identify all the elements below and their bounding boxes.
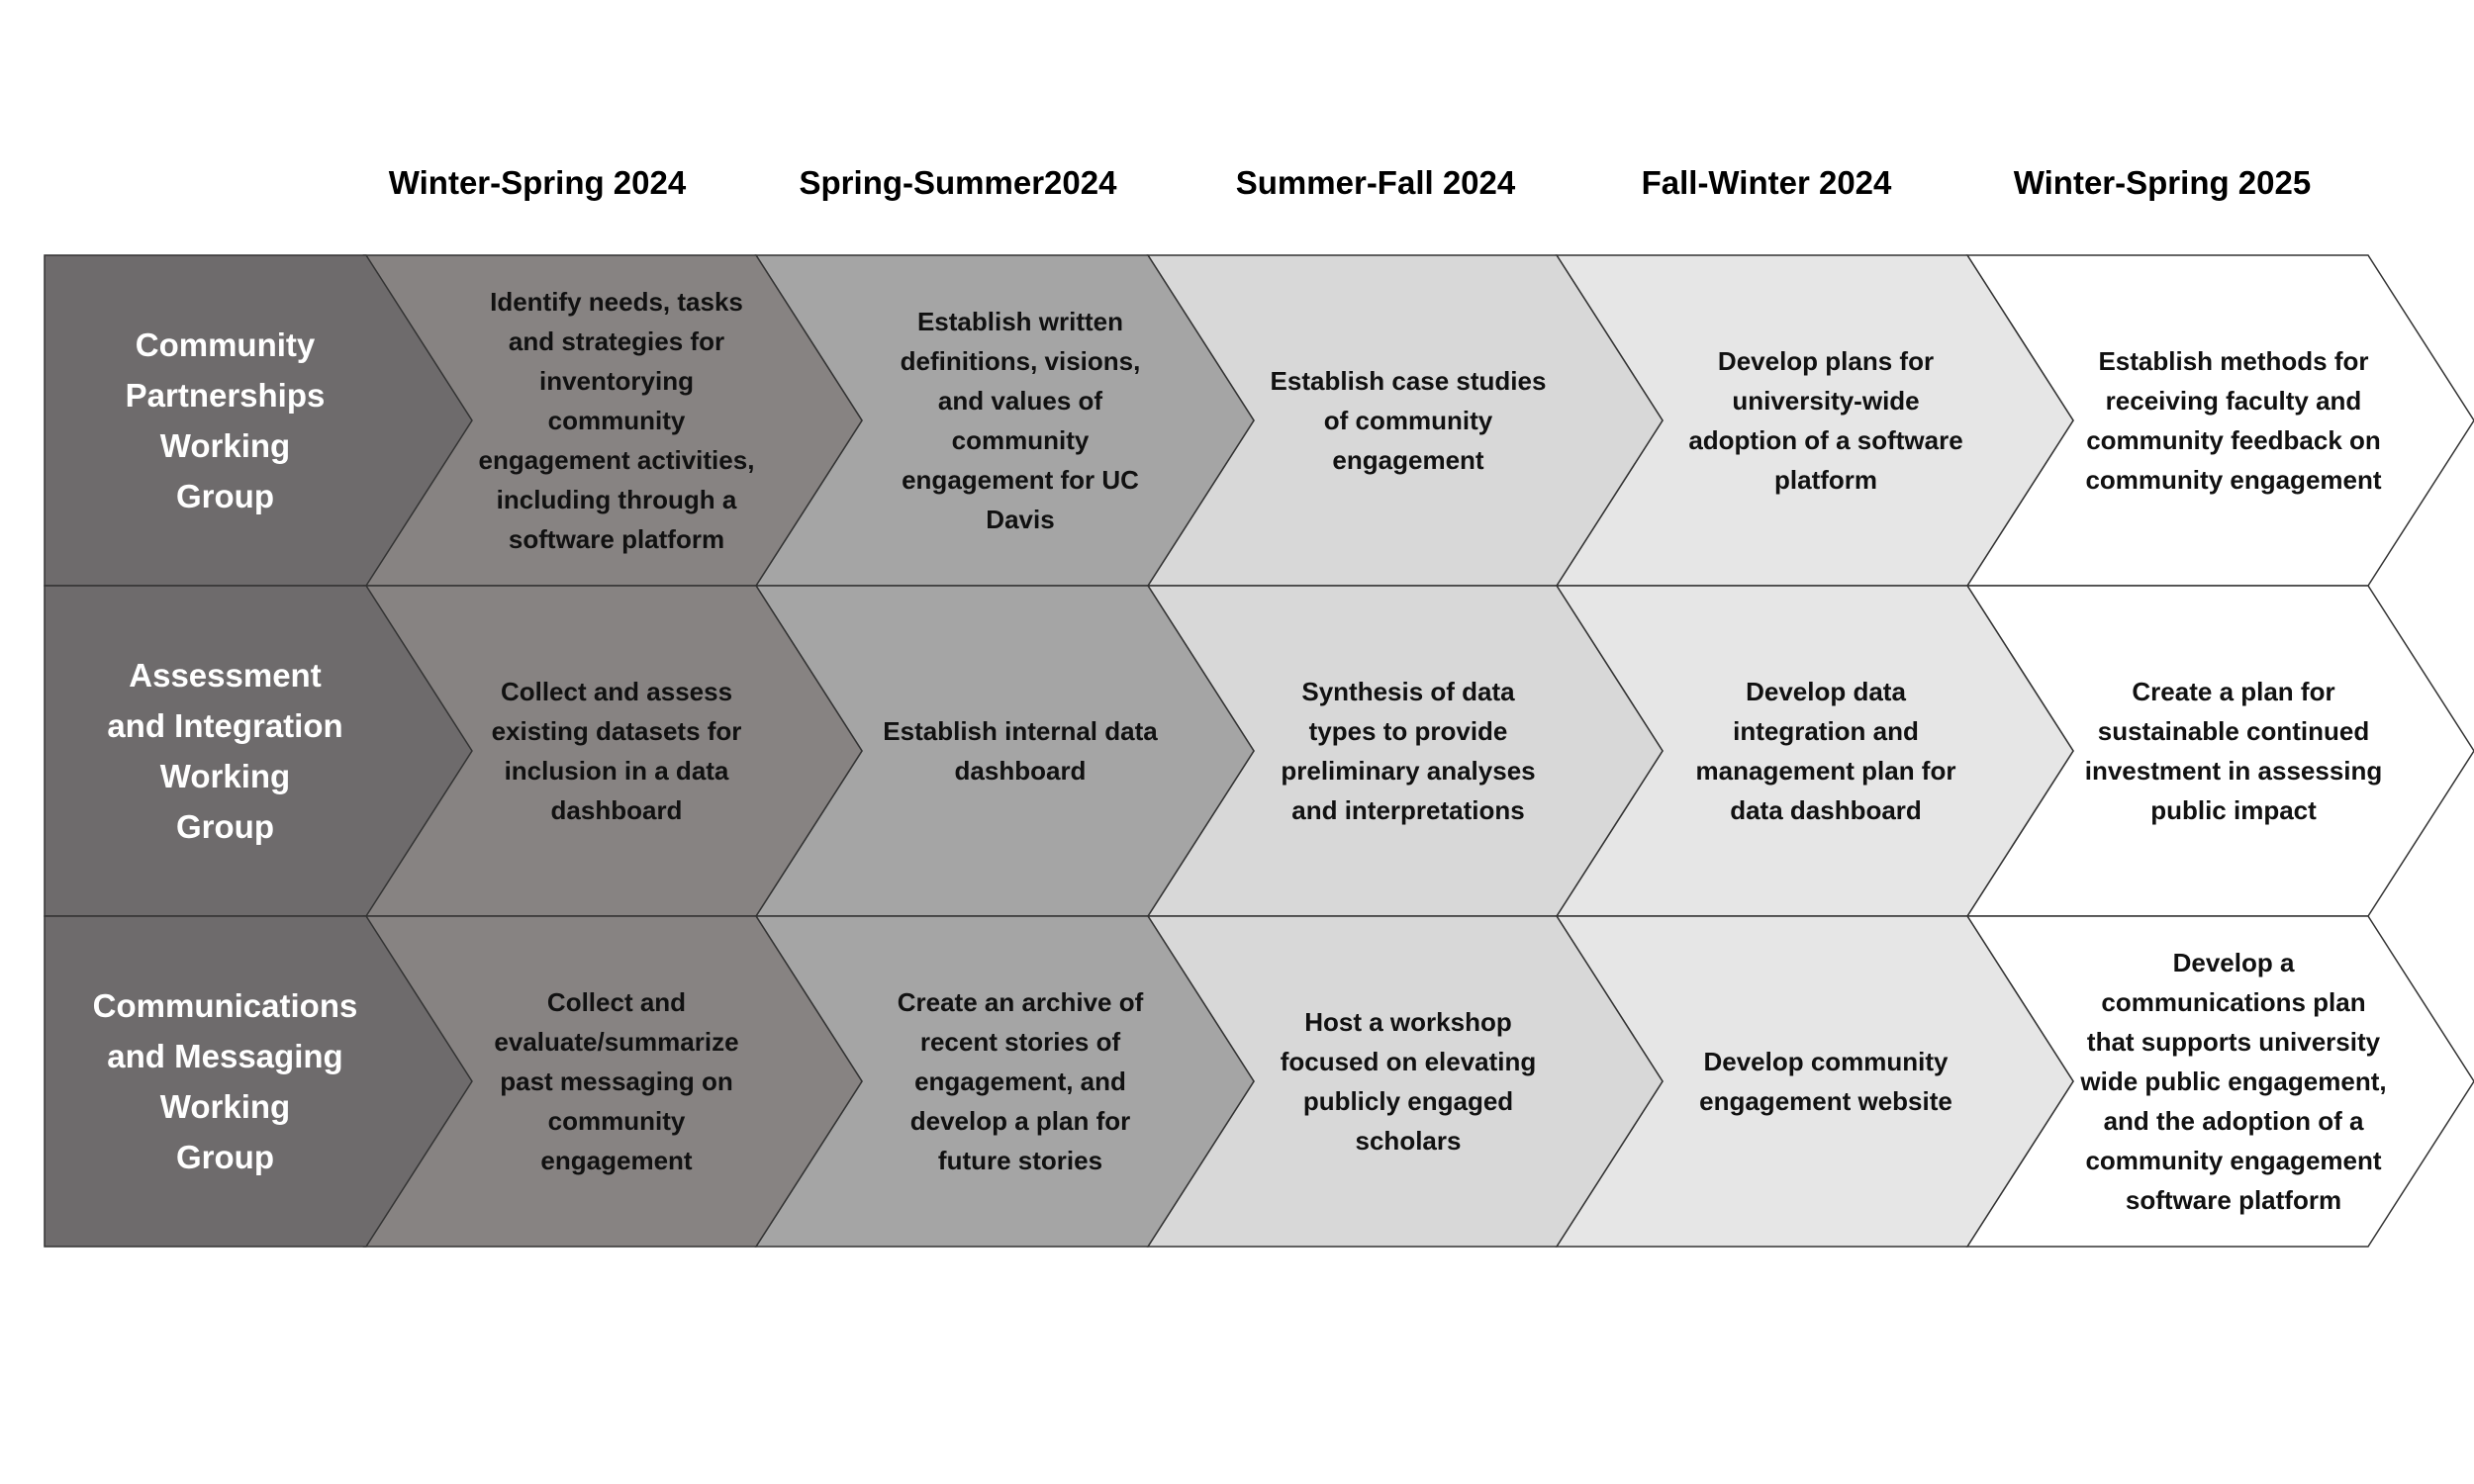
period-header-1: Winter-Spring 2024 — [388, 164, 687, 201]
task-text: Establish methods for receiving faculty and community feedback on community engagement — [2085, 346, 2382, 495]
task-text: Collect and assess existing datasets for inclusion in a data dashboard — [491, 677, 742, 825]
task-text: Develop a communications plan that supports university wide public engagement, and the adoption of a community engagement software platform — [2080, 948, 2387, 1215]
group-label — [45, 255, 406, 586]
task-text: Establish internal data dashboard — [883, 716, 1158, 786]
period-header-2: Spring-Summer2024 — [799, 164, 1117, 201]
task-text: Synthesis of data types to provide preliminary analyses and interpretations — [1281, 677, 1536, 825]
task-text: Create a plan for sustainable continued investment in assessing public impact — [2084, 677, 2383, 825]
task-text: Develop data integration and management plan for data dashboard — [1695, 677, 1956, 825]
task-text: Collect and evaluate/summarize past messaging on community engagement — [494, 987, 739, 1175]
task-text: Host a workshop focused on elevating publicly engaged scholars — [1280, 1007, 1537, 1156]
group-label-text: Communications and Messaging Working Group — [92, 987, 358, 1175]
task-text: Develop community engagement website — [1699, 1047, 1952, 1116]
task-text: Develop plans for university-wide adoption of a software platform — [1688, 346, 1963, 495]
group-label-text: Community Partnerships Working Group — [125, 326, 326, 514]
task-text: Identify needs, tasks and strategies for inventorying community engagement activities, including through a software platform — [478, 287, 755, 554]
group-label — [45, 586, 406, 916]
task-text: Establish case studies of community engagement — [1270, 366, 1547, 475]
period-header-3: Summer-Fall 2024 — [1235, 164, 1516, 201]
period-header-4: Fall-Winter 2024 — [1641, 164, 1892, 201]
task-text: Establish written definitions, visions, and values of community engagement for UC Davis — [900, 307, 1141, 534]
group-label — [45, 916, 406, 1247]
period-header-5: Winter-Spring 2025 — [2013, 164, 2312, 201]
task-text: Create an archive of recent stories of engagement, and develop a plan for future stories — [897, 987, 1144, 1175]
group-label-text: Assessment and Integration Working Group — [107, 657, 343, 845]
